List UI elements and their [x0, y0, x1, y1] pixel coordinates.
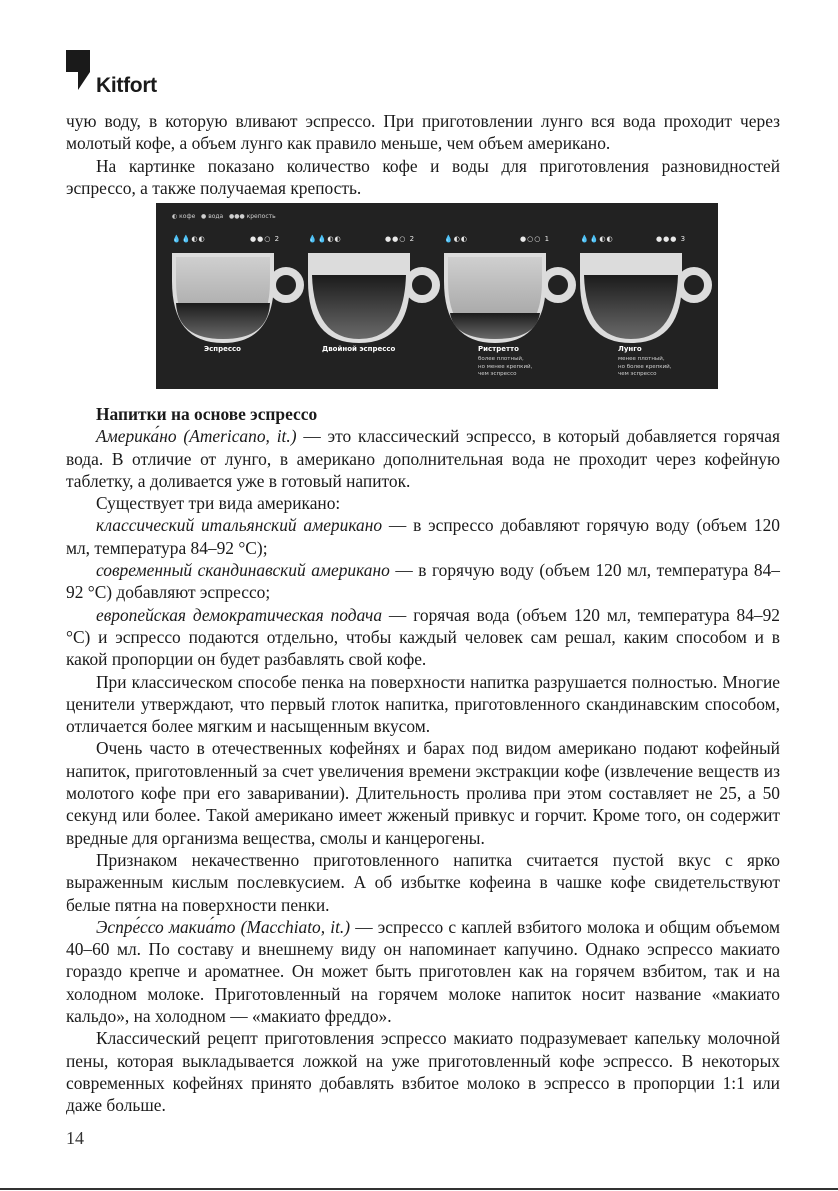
americano-paragraph [66, 425, 780, 492]
type-2-text: — в горячую воду (объем 120 мл, температура 84–92 °C) добавляют эспрессо; [66, 560, 780, 603]
types-intro: Существует три вида американо: [96, 493, 341, 514]
intro-text [66, 110, 780, 199]
americano-text: — это классический эспрессо, в который добавляется горячая вода. В отличие от лунго, в американо дополнительная вода не проходит через кофейную таблетку, а доливается уже в готовый напиток. [66, 426, 780, 491]
cup-4-ingredients-icon: 💧💧◐◐ [580, 235, 614, 243]
brand-logo [66, 50, 186, 100]
cup-3-note-line: чем эспрессо [478, 371, 517, 377]
americano-term: Америка́но (Americano, it.) [96, 426, 297, 447]
cup-4-note-line: менее плотный, [618, 356, 665, 362]
cup-3-strength-value: 1 [544, 235, 551, 243]
type-3-paragraph [66, 604, 780, 671]
kitfort-logo-icon [66, 50, 90, 90]
type-1-paragraph [66, 514, 780, 559]
main-text [66, 403, 780, 1117]
cup-4-note [618, 356, 698, 379]
espresso-types-figure [156, 203, 718, 389]
cup-2-ingredients-icon: 💧💧◐◐ [308, 235, 342, 243]
cup-1-ingredients-icon: 💧💧◐◐ [172, 235, 206, 243]
type-1-text: — в эспрессо добавляют горячую воду (объем 120 мл, температура 84–92 °C); [66, 515, 780, 558]
cup-3-note [478, 356, 558, 379]
page-number: 14 [66, 1128, 84, 1148]
cup-3-icon [444, 253, 572, 343]
legend-water-label: вода [208, 213, 224, 220]
page-bottom-divider [0, 1188, 838, 1190]
type-1-term: классический итальянский американо [96, 515, 383, 536]
cup-2-icon [308, 253, 436, 343]
legend-water-icon: ● [201, 213, 207, 220]
cup-1-label: Эспрессо [204, 345, 241, 353]
macchiato-text: — эспрессо с каплей взбитого молока и общим объемом 40–60 мл. По составу и внешнему виду он напоминает капучино. Однако эспрессо макиато гораздо крепче и ароматнее. Он может быть приготовлен как на горячем взбитом, так и на холодном молоке. Приготовленный на горячем молоке напиток носит название «макиато кальдо», на холодном — «макиато фреддо». [66, 916, 780, 1027]
quality-paragraph: Признаком некачественно приготовленного напитка считается пустой вкус с ярко выраженным кислым послевкусием. А об избытке кофеина в чашке кофе свидетельствуют белые пятна на поверхности пенки. [66, 849, 780, 915]
cup-1-strength-value: 2 [274, 235, 281, 243]
cup-3-note-line: но менее крепкий, [478, 363, 533, 370]
macchiato-paragraph [66, 916, 780, 1027]
cup-4-note-line: чем эспрессо [618, 371, 657, 377]
cup-4-label: Лунго [618, 345, 642, 353]
cup-3-label: Ристретто [478, 345, 519, 353]
classic-recipe-paragraph: Классический рецепт приготовления эспрессо макиато подразумевает капельку молочной пены, которая выкладывается ложкой на уже приготовленный кофе эспрессо. В некоторых современных кофейнях принято добавлять взбитое молоко в эспрессо в пропорции 1:1 или даже больше. [66, 1028, 780, 1116]
legend-coffee-label: кофе [179, 213, 196, 220]
legend-coffee-icon: ◐ [172, 213, 178, 220]
intro-paragraph-1: чую воду, в которую вливают эспрессо. При приготовлении лунго вся вода проходит через молотый кофе, а объем лунго как правило меньше, чем объем американо. [66, 111, 780, 154]
cup-1-icon [172, 253, 300, 343]
type-2-term: современный скандинавский американо [96, 560, 390, 581]
cup-4-strength: ●●● 3 [656, 235, 687, 243]
macchiato-term: Эспре́ссо макиа́то (Macchiato, it.) [96, 916, 351, 937]
type-3-term: европейская демократическая подача [96, 604, 383, 625]
cup-4-note-line: но более крепкий, [618, 363, 672, 370]
cup-3-note-line: более плотный, [478, 356, 524, 362]
cup-2-strength-value: 2 [409, 235, 416, 243]
cup-3-ingredients-icon: 💧◐◐ [444, 235, 468, 243]
cup-2-strength: ●●○ 2 [385, 235, 416, 243]
type-3-text: — горячая вода (объем 120 мл, температура 84–92 °C) и эспрессо подаются отдельно, чтобы каждый человек сам решал, каким способом и в какой пропорции он будет разбавлять свой кофе. [66, 604, 780, 670]
section-heading: Напитки на основе эспрессо [96, 404, 318, 424]
cup-4-strength-value: 3 [680, 235, 687, 243]
bars-paragraph: Очень часто в отечественных кофейнях и барах под видом американо подают кофейный напиток, приготовленный за счет увеличения времени экстракции кофе (извлечение веществ из молотого кофе при его заваривании). Длительность пролива при этом составляет не 25, а 50 секунд или более. Такой американо имеет жженый привкус и горчит. Кроме того, он содержит вредные для организма вещества, смолы и канцерогены. [66, 738, 780, 848]
legend-strength-label: крепость [246, 213, 276, 220]
type-2-paragraph [66, 559, 780, 604]
cup-1-strength: ●●○ 2 [250, 235, 281, 243]
intro-paragraph-2: На картинке показано количество кофе и воды для приготовления разновидностей эспрессо, а также получаемая крепость. [66, 155, 780, 198]
cup-4-icon [580, 253, 708, 343]
cup-2-label: Двойной эспрессо [322, 345, 396, 353]
brand-name: Kitfort [96, 74, 157, 97]
foam-paragraph: При классическом способе пенка на поверхности напитка разрушается полностью. Многие ценители утверждают, что первый глоток напитка, приготовленного скандинавским способом, отличается более мягким и насыщенным вкусом. [66, 671, 780, 737]
cup-3-strength: ●○○ 1 [520, 235, 551, 243]
legend-strength-icon: ●●● [228, 213, 245, 220]
